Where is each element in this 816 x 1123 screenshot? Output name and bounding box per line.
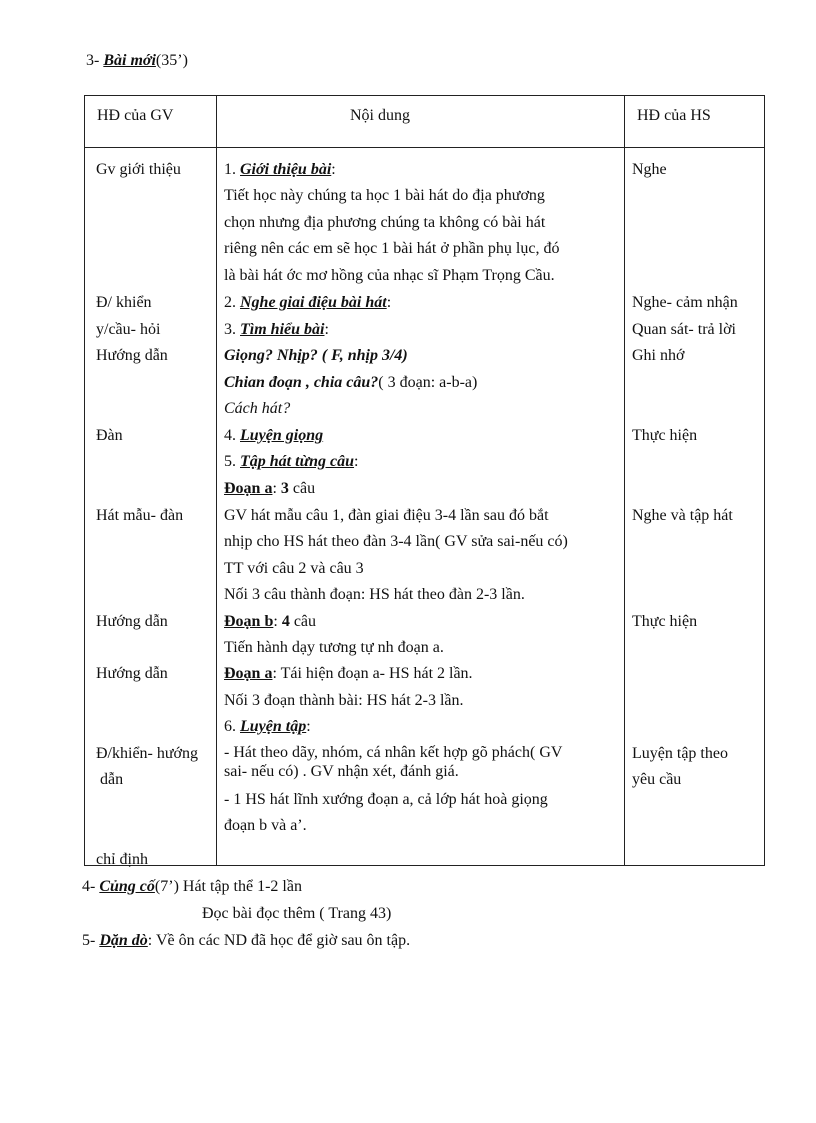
content-step-8: sai- nếu có) . GV nhận xét, đánh giá. [224, 763, 459, 780]
content-step-10: đoạn b và a’. [224, 817, 307, 834]
content-step-4: Nối 3 câu thành đoạn: HS hát theo đàn 2-3 lần. [224, 586, 525, 603]
content-step-2: nhịp cho HS hát theo đàn 3-4 lần( GV sửa sai-nếu có) [224, 533, 568, 550]
hs-cell-listen: Nghe [632, 161, 667, 178]
content-section-1: 1. Giới thiệu bài: [224, 161, 336, 178]
table-border-left [84, 95, 85, 866]
content-intro-line-3: riêng nên các em sẽ học 1 bài hát ở phần phụ lục, đó [224, 240, 560, 257]
gv-cell-guide-1: Hướng dẫn [96, 347, 168, 364]
table-border-bottom [84, 865, 765, 866]
content-question-sections: Chian đoạn , chia câu?( 3 đoạn: a-b-a) [224, 374, 478, 391]
hs-cell-listen-feel: Nghe- cảm nhận [632, 294, 738, 311]
header-gv: HĐ của GV [97, 107, 174, 124]
hs-cell-perform-1: Thực hiện [632, 427, 698, 444]
hs-cell-observe-answer: Quan sát- trả lời [632, 321, 736, 338]
content-part-a: Đoạn a: 3 câu [224, 480, 316, 497]
content-step-5: Tiến hành dạy tương tự nh đoạn a. [224, 639, 444, 656]
gv-cell-assign: chỉ định [96, 851, 148, 868]
content-intro-line-1: Tiết học này chúng ta học 1 bài hát do địa phương [224, 187, 545, 204]
gv-cell-guide-2: Hướng dẫn [96, 613, 168, 630]
section-3-time: (35’) [155, 52, 188, 69]
section-3-number: 3- [86, 52, 104, 69]
content-step-1: GV hát mẫu câu 1, đàn giai điệu 3-4 lần sau đó bắt [224, 507, 549, 524]
table-border-top [84, 95, 765, 96]
section-3-heading [86, 52, 188, 70]
section-3-title: Bài mới [103, 52, 156, 69]
gv-cell-control: Đ/ khiển [96, 294, 152, 311]
content-step-3: TT với câu 2 và câu 3 [224, 560, 364, 577]
header-hs: HĐ của HS [637, 107, 711, 124]
gv-cell-intro: Gv giới thiệu [96, 161, 181, 178]
gv-cell-guide-3: Hướng dẫn [96, 665, 168, 682]
gv-cell-ask: y/cầu- hỏi [96, 321, 161, 338]
content-section-3: 3. Tìm hiểu bài: [224, 321, 329, 338]
content-step-7: - Hát theo dãy, nhóm, cá nhân kết hợp gõ phách( GV [224, 744, 563, 761]
hs-cell-practice-2: yêu cầu [632, 771, 682, 788]
hs-cell-perform-2: Thực hiện [632, 613, 698, 630]
content-part-a-repeat: Đoạn a: Tái hiện đoạn a- HS hát 2 lần. [224, 665, 473, 682]
content-intro-line-2: chọn nhưng địa phương chúng ta không có bài hát [224, 214, 546, 231]
hs-cell-listen-practice: Nghe và tập hát [632, 507, 733, 524]
content-section-4: 4. Luyện giọng [224, 427, 324, 444]
hs-cell-remember: Ghi nhớ [632, 347, 685, 364]
section-4-line-2: Đọc bài đọc thêm ( Trang 43) [202, 905, 392, 922]
gv-cell-piano: Đàn [96, 427, 123, 444]
table-column-divider-2 [624, 95, 625, 866]
content-question-key: Giọng? Nhịp? ( F, nhịp 3/4) [224, 347, 408, 364]
gv-cell-control-guide-2: dẫn [100, 771, 124, 788]
content-step-9: - 1 HS hát lĩnh xướng đoạn a, cả lớp hát hoà giọng [224, 791, 548, 808]
content-section-5: 5. Tập hát từng câu: [224, 453, 359, 470]
content-part-b: Đoạn b: 4 câu [224, 613, 317, 630]
section-5-heading: 5- Dặn dò: Về ôn các ND đã học để giờ sau ôn tập. [82, 932, 411, 949]
content-section-6: 6. Luyện tập: [224, 718, 311, 735]
section-4-heading: 4- Củng cố(7’) Hát tập thể 1-2 lần [82, 878, 302, 895]
content-section-2: 2. Nghe giai điệu bài hát: [224, 294, 392, 311]
gv-cell-sing-demo: Hát mẫu- đàn [96, 507, 184, 524]
gv-cell-control-guide: Đ/khiển- hướng [96, 745, 199, 762]
content-question-technique: Cách hát? [224, 400, 291, 417]
hs-cell-practice: Luyện tập theo [632, 745, 728, 762]
table-border-right [764, 95, 765, 866]
content-step-6: Nối 3 đoạn thành bài: HS hát 2-3 lần. [224, 692, 464, 709]
table-column-divider-1 [216, 95, 217, 866]
table-header-divider [84, 147, 765, 148]
content-intro-line-4: là bài hát ớc mơ hồng của nhạc sĩ Phạm Trọng Cầu. [224, 267, 555, 284]
header-content: Nội dung [350, 107, 410, 124]
